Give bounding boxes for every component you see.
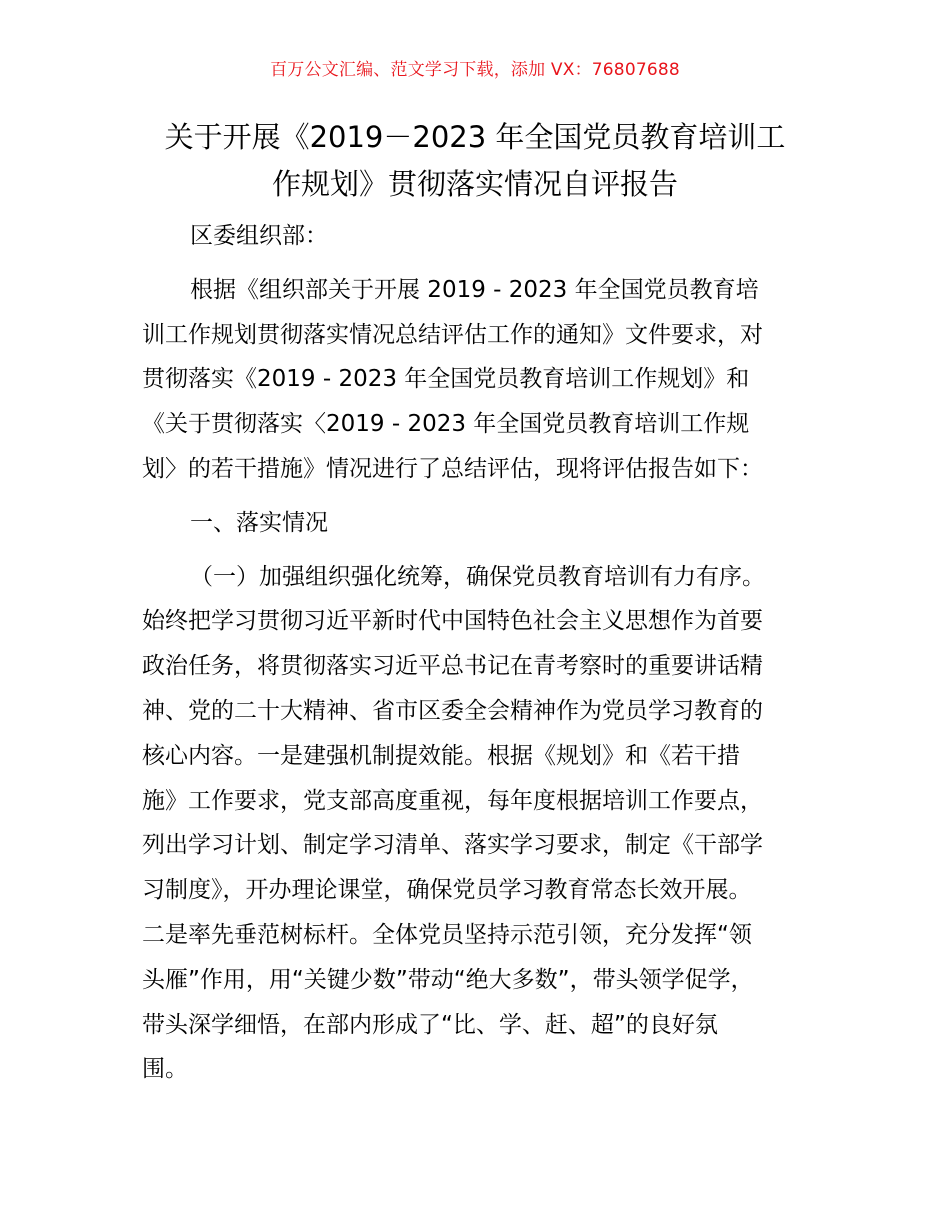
paragraph-2-line: 神、党的二十大精神、省市区委全会精神作为党员学习教育的 bbox=[142, 697, 763, 724]
title-line-1: 关于开展《2019－2023 年全国党员教育培训工 bbox=[164, 120, 786, 154]
document-body bbox=[142, 214, 822, 1092]
spacer bbox=[142, 546, 822, 555]
paragraph-2-line: 二是率先垂范树标杆。全体党员坚持示范引领，充分发挥“领 bbox=[142, 921, 752, 948]
salutation: 区委组织部： bbox=[190, 223, 328, 249]
watermark-header: 百万公文汇编、范文学习下载，添加 VX：76807688 bbox=[270, 60, 680, 80]
document-title bbox=[120, 114, 830, 208]
paragraph-2-line: 始终把学习贯彻习近平新时代中国特色社会主义思想作为首要 bbox=[142, 608, 763, 635]
paragraph-2-line: 列出学习计划、制定学习清单、落实学习要求，制定《干部学 bbox=[142, 832, 763, 859]
paragraph-2-line: 施》工作要求，党支部高度重视，每年度根据培训工作要点， bbox=[142, 787, 763, 814]
title-line-2: 作规划》贯彻落实情况自评报告 bbox=[271, 167, 678, 201]
paragraph-2-line: 头雁”作用，用“关键少数”带动“绝大多数”，带头领学促学， bbox=[142, 966, 754, 993]
paragraph-2-line: 核心内容。一是建强机制提效能。根据《规划》和《若干措 bbox=[142, 742, 740, 769]
paragraph-2-line: 带头深学细悟，在部内形成了“比、学、赶、超”的良好氛 bbox=[142, 1011, 718, 1038]
paragraph-1-line: 贯彻落实《2019 - 2023 年全国党员教育培训工作规划》和 bbox=[142, 366, 750, 393]
paragraph-1-line: 划〉的若干措施》情况进行了总结评估，现将评估报告如下： bbox=[142, 455, 763, 482]
paragraph-2-line: （一）加强组织强化统筹，确保党员教育培训有力有序。 bbox=[190, 563, 765, 590]
paragraph-1-line: 根据《组织部关于开展 2019 - 2023 年全国党员教育培 bbox=[190, 276, 759, 303]
spacer bbox=[142, 492, 822, 501]
section-heading: 一、落实情况 bbox=[190, 509, 328, 536]
paragraph-1-line: 《关于贯彻落实〈2019 - 2023 年全国党员教育培训工作规 bbox=[142, 411, 750, 438]
paragraph-1-line: 训工作规划贯彻落实情况总结评估工作的通知》文件要求，对 bbox=[142, 321, 763, 348]
paragraph-2-line: 习制度》，开办理论课堂，确保党员学习教育常态长效开展。 bbox=[142, 877, 752, 904]
paragraph-2-line: 围。 bbox=[142, 1056, 188, 1083]
paragraph-2-line: 政治任务，将贯彻落实习近平总书记在青考察时的重要讲话精 bbox=[142, 653, 763, 680]
spacer bbox=[142, 259, 822, 268]
